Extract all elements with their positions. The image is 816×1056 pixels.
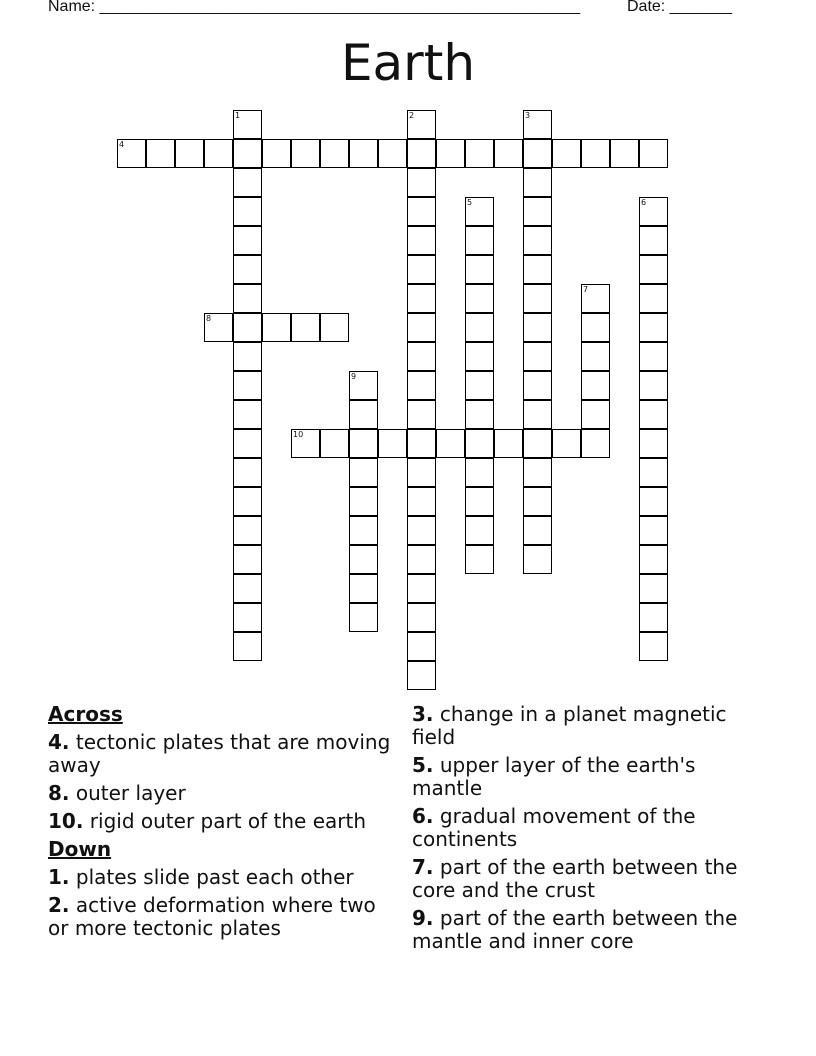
crossword-cell[interactable] <box>639 313 668 342</box>
cell-number: 8 <box>206 314 212 323</box>
crossword-cell[interactable] <box>117 139 146 168</box>
date-field-label: Date: _______ <box>627 0 732 15</box>
crossword-cell[interactable] <box>291 139 320 168</box>
crossword-cell[interactable] <box>233 487 262 516</box>
crossword-cell[interactable] <box>407 371 436 400</box>
crossword-cell[interactable] <box>581 342 610 371</box>
cell-number: 1 <box>235 111 241 120</box>
crossword-cell[interactable] <box>465 342 494 371</box>
crossword-cell[interactable] <box>262 139 291 168</box>
crossword-cell[interactable] <box>233 226 262 255</box>
clue-text: change in a planet magnetic field <box>412 702 727 749</box>
crossword-cell[interactable] <box>204 313 233 342</box>
cell-number: 2 <box>409 111 415 120</box>
clue-down-5 <box>412 754 752 800</box>
clue-text: plates slide past each other <box>75 865 354 889</box>
crossword-cell[interactable] <box>233 168 262 197</box>
crossword-cell[interactable] <box>204 139 233 168</box>
crossword-cell[interactable] <box>407 110 436 139</box>
crossword-cell[interactable] <box>233 574 262 603</box>
crossword-cell[interactable] <box>233 603 262 632</box>
crossword-cell[interactable] <box>523 313 552 342</box>
cell-number: 6 <box>641 198 647 207</box>
crossword-cell[interactable] <box>581 400 610 429</box>
crossword-cell[interactable] <box>233 139 262 168</box>
crossword-cell[interactable] <box>407 400 436 429</box>
crossword-cell[interactable] <box>639 400 668 429</box>
crossword-cell[interactable] <box>407 255 436 284</box>
crossword-cell[interactable] <box>465 371 494 400</box>
name-field-label: Name: ______________________________________________________ <box>48 0 581 15</box>
crossword-cell[interactable] <box>523 429 552 458</box>
crossword-cell[interactable] <box>175 139 204 168</box>
crossword-cell[interactable] <box>349 400 378 429</box>
clues-right-column <box>412 703 752 958</box>
crossword-cell[interactable] <box>523 545 552 574</box>
crossword-cell[interactable] <box>465 545 494 574</box>
cell-number: 9 <box>351 372 357 381</box>
crossword-cell[interactable] <box>639 545 668 574</box>
clue-text: part of the earth between the core and the crust <box>412 855 738 902</box>
crossword-cell[interactable] <box>349 458 378 487</box>
crossword-cell[interactable] <box>465 400 494 429</box>
crossword-cell[interactable] <box>233 458 262 487</box>
crossword-cell[interactable] <box>349 429 378 458</box>
crossword-cell[interactable] <box>407 516 436 545</box>
crossword-cell[interactable] <box>523 371 552 400</box>
clue-number: 1. <box>48 865 70 889</box>
clue-text: part of the earth between the mantle and inner core <box>412 906 738 953</box>
cell-number: 5 <box>467 198 473 207</box>
cell-number: 7 <box>583 285 589 294</box>
clue-number: 6. <box>412 804 434 828</box>
crossword-cell[interactable] <box>639 574 668 603</box>
clue-number: 8. <box>48 781 70 805</box>
crossword-cell[interactable] <box>233 284 262 313</box>
crossword-cell[interactable] <box>320 313 349 342</box>
clue-text: upper layer of the earth's mantle <box>412 753 696 800</box>
crossword-cell[interactable] <box>581 313 610 342</box>
crossword-cell[interactable] <box>378 139 407 168</box>
clue-number: 2. <box>48 893 70 917</box>
clue-text: tectonic plates that are moving away <box>48 730 391 777</box>
crossword-cell[interactable] <box>233 197 262 226</box>
crossword-cell[interactable] <box>465 458 494 487</box>
clue-down-3 <box>412 703 752 749</box>
crossword-cell[interactable] <box>639 516 668 545</box>
clue-text: outer layer <box>75 781 186 805</box>
crossword-cell[interactable] <box>291 313 320 342</box>
clue-down-6 <box>412 805 752 851</box>
crossword-cell[interactable] <box>407 661 436 690</box>
crossword-cell[interactable] <box>523 168 552 197</box>
crossword-cell[interactable] <box>523 139 552 168</box>
crossword-cell[interactable] <box>349 139 378 168</box>
crossword-cell[interactable] <box>581 371 610 400</box>
crossword-cell[interactable] <box>610 139 639 168</box>
clue-across-4 <box>48 731 398 777</box>
crossword-cell[interactable] <box>407 545 436 574</box>
crossword-cell[interactable] <box>233 400 262 429</box>
clue-down-9 <box>412 907 752 953</box>
crossword-cell[interactable] <box>407 226 436 255</box>
crossword-cell[interactable] <box>465 197 494 226</box>
clue-down-2 <box>48 894 398 940</box>
clue-number: 10. <box>48 809 84 833</box>
crossword-cell[interactable] <box>523 110 552 139</box>
crossword-cell[interactable] <box>320 429 349 458</box>
crossword-cell[interactable] <box>407 342 436 371</box>
crossword-cell[interactable] <box>465 487 494 516</box>
crossword-cell[interactable] <box>407 574 436 603</box>
clue-number: 7. <box>412 855 434 879</box>
crossword-cell[interactable] <box>233 632 262 661</box>
crossword-cell[interactable] <box>639 458 668 487</box>
crossword-cell[interactable] <box>523 458 552 487</box>
crossword-cell[interactable] <box>233 516 262 545</box>
clue-down-7 <box>412 856 752 902</box>
crossword-cell[interactable] <box>349 516 378 545</box>
crossword-cell[interactable] <box>407 197 436 226</box>
clue-number: 5. <box>412 753 434 777</box>
crossword-cell[interactable] <box>639 603 668 632</box>
crossword-cell[interactable] <box>639 371 668 400</box>
across-heading: Across <box>48 702 123 726</box>
crossword-cell[interactable] <box>436 139 465 168</box>
crossword-cell[interactable] <box>407 313 436 342</box>
crossword-cell[interactable] <box>639 632 668 661</box>
crossword-cell[interactable] <box>349 603 378 632</box>
crossword-cell[interactable] <box>349 487 378 516</box>
crossword-cell[interactable] <box>233 429 262 458</box>
crossword-cell[interactable] <box>262 313 291 342</box>
crossword-cell[interactable] <box>407 487 436 516</box>
crossword-cell[interactable] <box>407 429 436 458</box>
crossword-cell[interactable] <box>233 110 262 139</box>
crossword-cell[interactable] <box>233 255 262 284</box>
crossword-cell[interactable] <box>465 255 494 284</box>
clue-down-1 <box>48 866 398 889</box>
crossword-cell[interactable] <box>349 574 378 603</box>
crossword-cell[interactable] <box>465 313 494 342</box>
crossword-cell[interactable] <box>581 139 610 168</box>
crossword-cell[interactable] <box>523 255 552 284</box>
crossword-cell[interactable] <box>436 429 465 458</box>
crossword-cell[interactable] <box>639 342 668 371</box>
crossword-cell[interactable] <box>494 429 523 458</box>
crossword-cell[interactable] <box>465 226 494 255</box>
crossword-cell[interactable] <box>639 226 668 255</box>
cell-number: 3 <box>525 111 531 120</box>
crossword-cell[interactable] <box>639 284 668 313</box>
down-heading: Down <box>48 837 112 861</box>
crossword-cell[interactable] <box>465 284 494 313</box>
clue-number: 3. <box>412 702 434 726</box>
clue-number: 4. <box>48 730 70 754</box>
clue-text: active deformation where two or more tectonic plates <box>48 893 376 940</box>
crossword-cell[interactable] <box>320 139 349 168</box>
crossword-cell[interactable] <box>523 516 552 545</box>
cell-number: 4 <box>119 140 125 149</box>
page-title: Earth <box>340 34 476 92</box>
crossword-cell[interactable] <box>552 139 581 168</box>
crossword-cell[interactable] <box>291 429 320 458</box>
clue-text: rigid outer part of the earth <box>89 809 367 833</box>
crossword-cell[interactable] <box>465 139 494 168</box>
crossword-cell[interactable] <box>639 255 668 284</box>
crossword-cell[interactable] <box>639 429 668 458</box>
clues-left-column <box>48 703 398 945</box>
cell-number: 10 <box>293 430 304 439</box>
crossword-cell[interactable] <box>523 284 552 313</box>
crossword-cell[interactable] <box>639 197 668 226</box>
crossword-cell[interactable] <box>233 371 262 400</box>
crossword-cell[interactable] <box>233 545 262 574</box>
crossword-cell[interactable] <box>581 429 610 458</box>
crossword-cell[interactable] <box>465 429 494 458</box>
crossword-cell[interactable] <box>581 284 610 313</box>
crossword-cell[interactable] <box>233 342 262 371</box>
crossword-cell[interactable] <box>407 632 436 661</box>
crossword-cell[interactable] <box>523 197 552 226</box>
clue-across-10 <box>48 810 398 833</box>
crossword-cell[interactable] <box>494 139 523 168</box>
crossword-cell[interactable] <box>407 284 436 313</box>
crossword-cell[interactable] <box>146 139 175 168</box>
crossword-cell[interactable] <box>378 429 407 458</box>
crossword-cell[interactable] <box>407 139 436 168</box>
crossword-cell[interactable] <box>552 429 581 458</box>
clue-across-8 <box>48 782 398 805</box>
crossword-cell[interactable] <box>407 458 436 487</box>
crossword-cell[interactable] <box>465 516 494 545</box>
crossword-cell[interactable] <box>639 139 668 168</box>
crossword-cell[interactable] <box>523 342 552 371</box>
crossword-cell[interactable] <box>523 400 552 429</box>
crossword-cell[interactable] <box>233 313 262 342</box>
crossword-cell[interactable] <box>407 168 436 197</box>
crossword-cell[interactable] <box>349 545 378 574</box>
crossword-cell[interactable] <box>407 603 436 632</box>
clue-text: gradual movement of the continents <box>412 804 696 851</box>
crossword-cell[interactable] <box>349 371 378 400</box>
crossword-cell[interactable] <box>523 487 552 516</box>
crossword-cell[interactable] <box>523 226 552 255</box>
clue-number: 9. <box>412 906 434 930</box>
crossword-cell[interactable] <box>639 487 668 516</box>
